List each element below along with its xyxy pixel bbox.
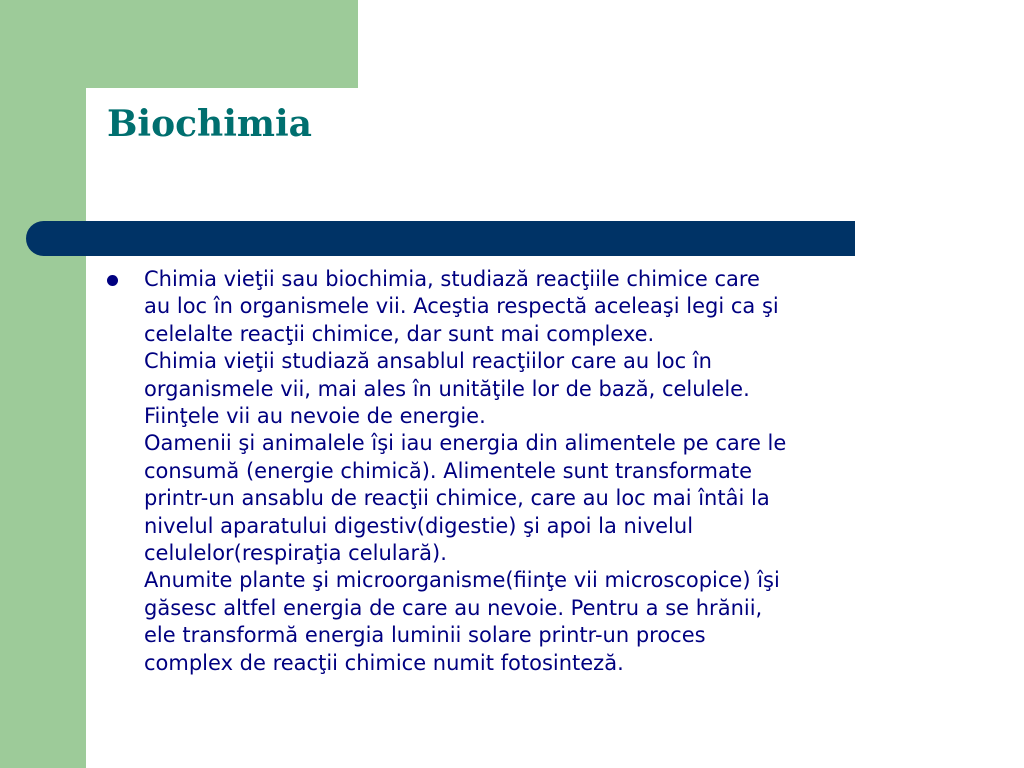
body-line: organismele vii, mai ales în unităţile lor de bază, celulele. <box>144 376 750 401</box>
body-line: ele transformă energia luminii solare printr-un proces <box>144 623 706 648</box>
bullet-dot-icon <box>107 275 118 286</box>
body-line: celulelor(respiraţia celulară). <box>144 541 447 566</box>
body-line: Anumite plante şi microorganisme(fiinţe vii microscopice) îşi <box>144 568 780 593</box>
body-line: consumă (energie chimică). Alimentele sunt transformate <box>144 458 753 483</box>
body-paragraph <box>144 266 984 677</box>
body-line: nivelul aparatului digestiv(digestie) şi apoi la nivelul <box>144 513 694 538</box>
body-line: Fiinţele vii au nevoie de energie. <box>144 404 486 429</box>
body-line: Chimia vieţii studiază ansablul reacţiilor care au loc în <box>144 349 712 374</box>
body-line: au loc în organismele vii. Aceştia respectă aceleaşi legi ca şi <box>144 294 779 319</box>
slide-title: Biochimia <box>107 103 312 145</box>
green-left-band <box>0 0 86 768</box>
body-line: găsesc altfel energia de care au nevoie. Pentru a se hrănii, <box>144 595 763 620</box>
body-line: complex de reacţii chimice numit fotosinteză. <box>144 650 624 675</box>
body-line: Chimia vieţii sau biochimia, studiază reacţiile chimice care <box>144 267 760 291</box>
title-divider-bar <box>26 221 855 256</box>
body-line: Oamenii şi animalele îşi iau energia din alimentele pe care le <box>144 431 787 456</box>
body-line: celelalte reacţii chimice, dar sunt mai complexe. <box>144 321 655 346</box>
body-line: printr-un ansablu de reacţii chimice, care au loc mai întâi la <box>144 486 770 511</box>
